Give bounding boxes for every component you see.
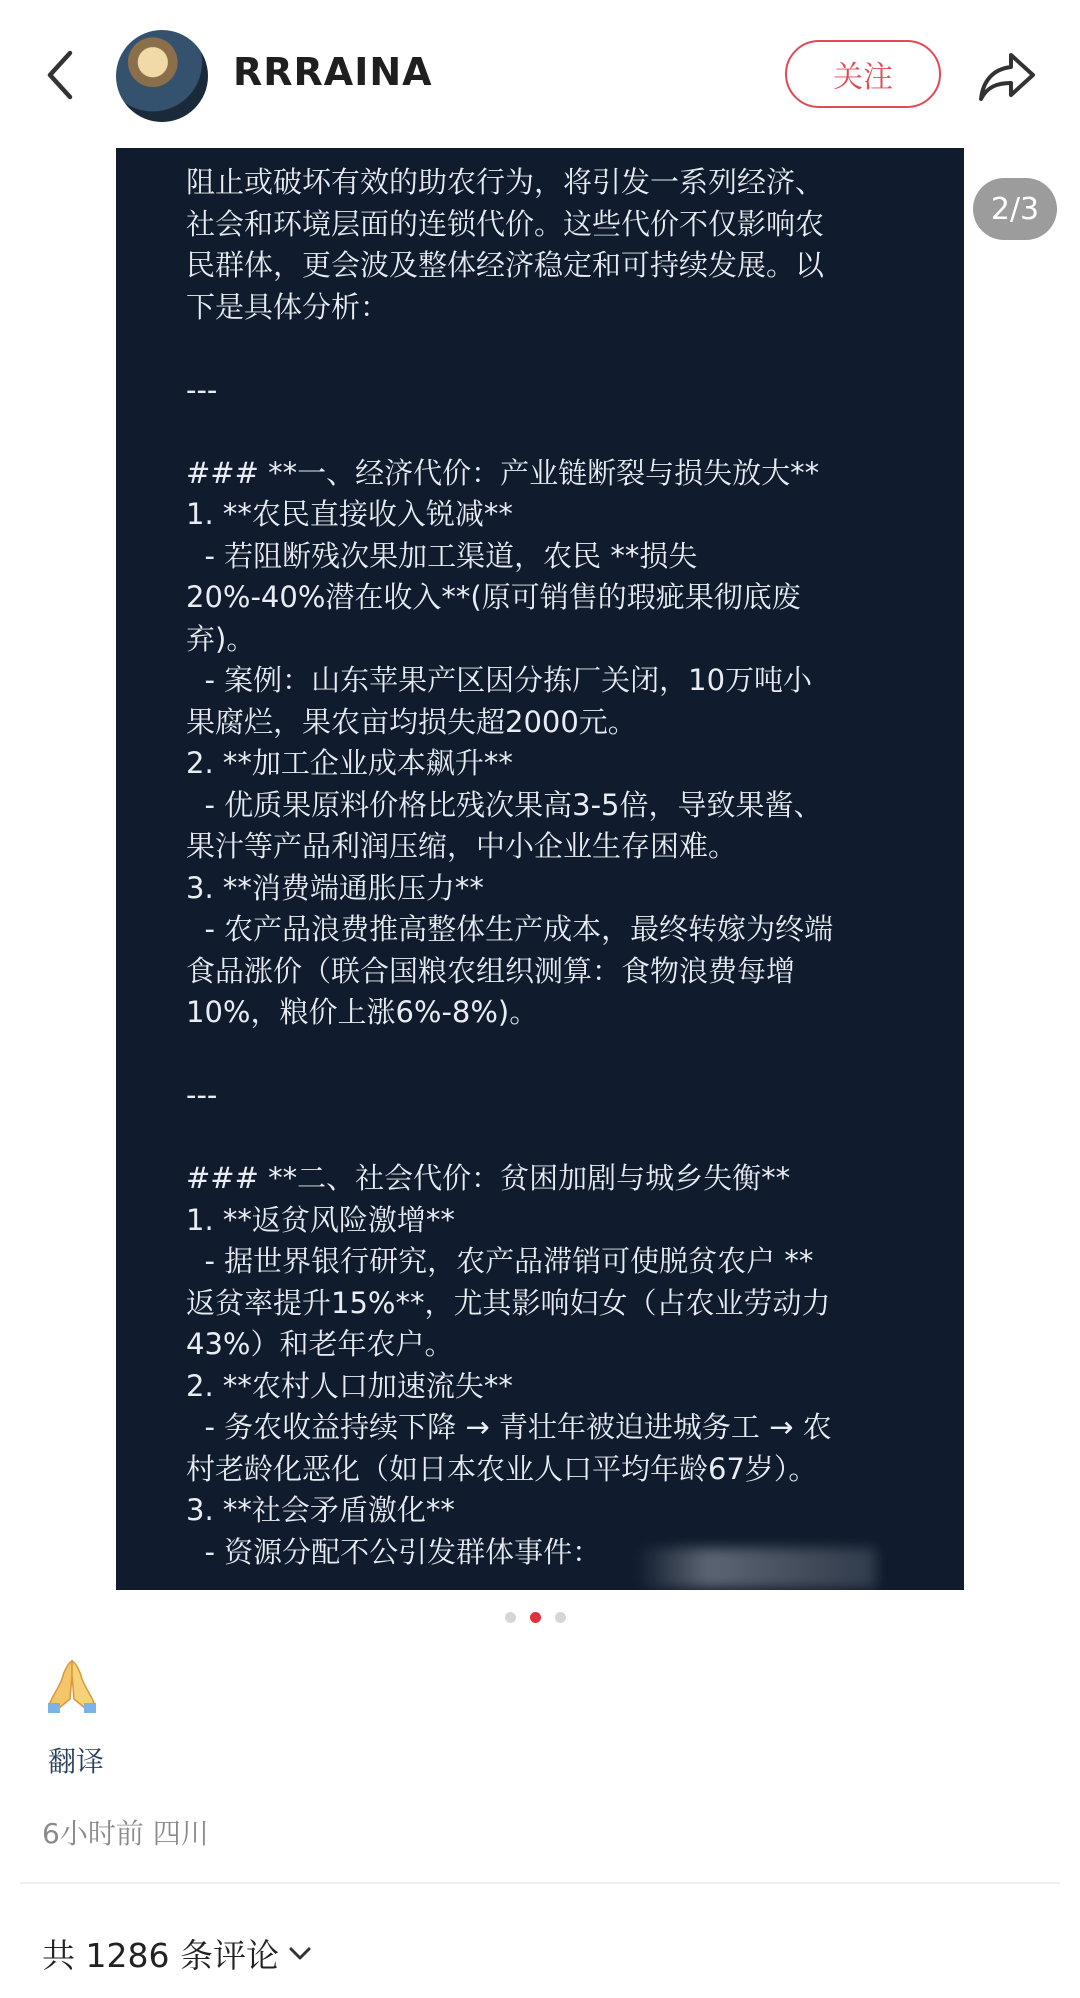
image-text-line: 返贫率提升15%**，尤其影响妇女（占农业劳动力 xyxy=(186,1285,831,1320)
share-arrow-icon[interactable] xyxy=(975,45,1039,109)
image-text-line: 20%-40%潜在收入**(原可销售的瑕疵果彻底废 xyxy=(186,580,801,614)
image-text-line: 1. **农民直接收入锐减** xyxy=(186,497,513,531)
image-text-line: 10%，粮价上涨6%-8%)。 xyxy=(186,995,539,1029)
translate-link[interactable]: 翻译 xyxy=(48,1745,105,1778)
page-indicator-badge: 2/3 xyxy=(973,178,1057,240)
carousel-dot[interactable] xyxy=(505,1612,516,1623)
image-text-line: 社会和环境层面的连锁代价。这些代价不仅影响农 xyxy=(186,206,825,241)
image-text-line: 3. **消费端通胀压力** xyxy=(186,870,484,905)
image-text-line xyxy=(186,1117,906,1159)
image-text-line: --- xyxy=(186,1078,218,1112)
folded-hands-icon xyxy=(42,1655,102,1715)
image-text-line xyxy=(186,328,906,370)
image-text-line: 1. **返贫风险激增** xyxy=(186,1202,455,1237)
image-text-line: --- xyxy=(186,372,218,407)
image-text-line: 阻止或破坏有效的助农行为，将引发一系列经济、 xyxy=(186,165,825,199)
carousel-dots xyxy=(505,1612,566,1623)
comments-header[interactable] xyxy=(42,1930,311,1977)
image-text-line: - 案例：山东苹果产区因分拣厂关闭，10万吨小 xyxy=(186,663,813,697)
carousel-dot[interactable] xyxy=(555,1612,566,1623)
image-text-line: 民群体，更会波及整体经济稳定和可持续发展。以 xyxy=(186,248,825,282)
post-meta: 6小时前 四川 xyxy=(42,1817,209,1850)
blurred-text xyxy=(636,1548,876,1588)
image-text-block xyxy=(186,162,906,1573)
image-text-line: ### **一、经济代价：产业链断裂与损失放大** xyxy=(186,455,820,490)
image-text-line: 43%）和老年农户。 xyxy=(186,1327,454,1361)
image-text-line: - 农产品浪费推高整体生产成本，最终转嫁为终端 xyxy=(186,912,834,946)
image-text-line: - 优质果原料价格比残次果高3-5倍，导致果酱、 xyxy=(186,787,823,822)
image-text-line: 果汁等产品利润压缩，中小企业生存困难。 xyxy=(186,829,738,863)
image-text-line xyxy=(186,1034,906,1076)
image-text-line: 果腐烂，果农亩均损失超2000元。 xyxy=(186,704,637,739)
image-text-line: 弃)。 xyxy=(186,621,256,656)
image-text-line: 2. **农村人口加速流失** xyxy=(186,1368,513,1403)
carousel-dot[interactable] xyxy=(530,1612,541,1623)
post-image[interactable] xyxy=(116,148,964,1590)
chevron-left-icon[interactable] xyxy=(40,45,80,105)
image-text-line: - 若阻断残次果加工渠道，农民 **损失 xyxy=(186,538,698,573)
chevron-down-icon xyxy=(289,1947,311,1961)
image-text-line: ### **二、社会代价：贫困加剧与城乡失衡** xyxy=(186,1161,791,1195)
image-text-line: 下是具体分析： xyxy=(186,289,390,324)
image-text-line: 3. **社会矛盾激化** xyxy=(186,1493,455,1527)
avatar[interactable] xyxy=(116,30,208,122)
image-text-line: 2. **加工企业成本飙升** xyxy=(186,746,513,780)
image-text-line: - 据世界银行研究，农产品滞销可使脱贫农户 ** xyxy=(186,1244,814,1278)
image-text-line: 食品涨价（联合国粮农组织测算：食物浪费每增 xyxy=(186,953,796,988)
image-text-line: - 务农收益持续下降 → 青壮年被迫进城务工 → 农 xyxy=(186,1410,832,1444)
image-text-line: 村老龄化恶化（如日本农业人口平均年龄67岁）。 xyxy=(186,1451,818,1486)
comment-count: 共 1286 条评论 xyxy=(42,1936,279,1975)
username[interactable]: RRRAINA xyxy=(233,50,433,94)
image-text-line: - 资源分配不公引发群体事件： xyxy=(186,1534,602,1569)
divider xyxy=(20,1882,1060,1884)
top-bar xyxy=(0,0,1080,150)
follow-button[interactable]: 关注 xyxy=(785,40,941,108)
image-text-line xyxy=(186,411,906,453)
